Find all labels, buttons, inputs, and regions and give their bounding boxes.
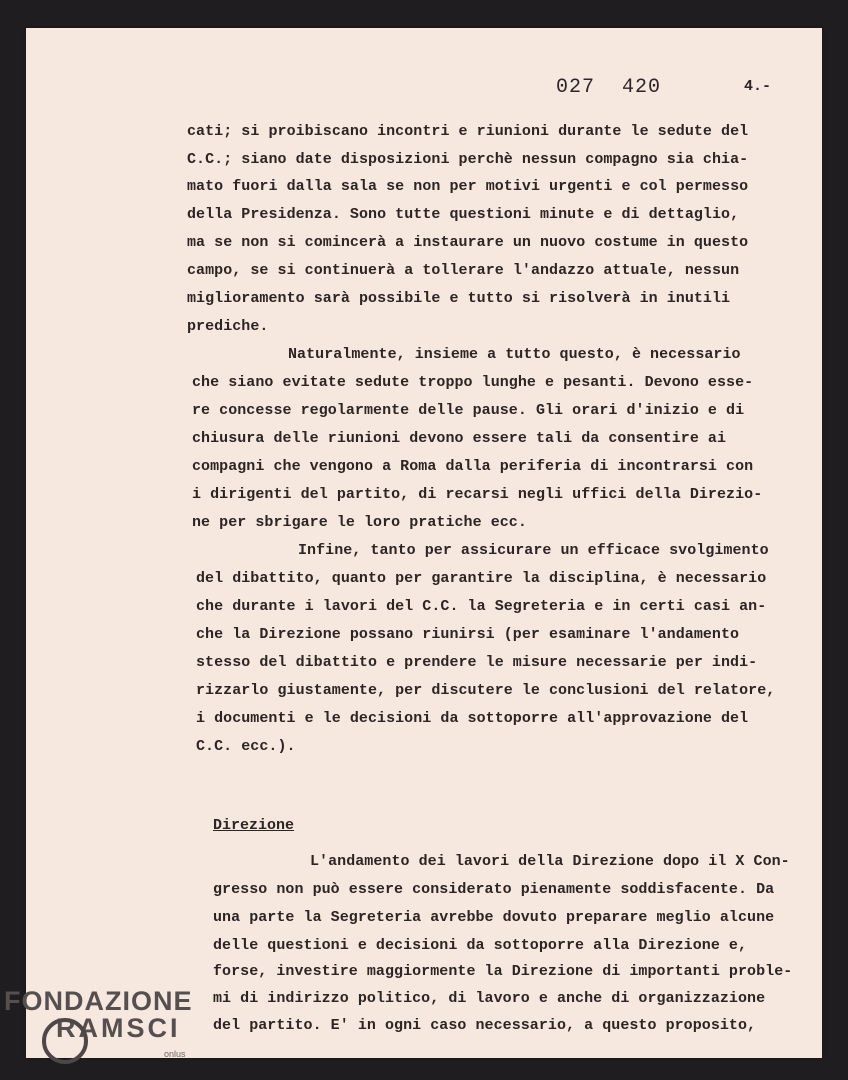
watermark-sub: onlus [164, 1049, 186, 1059]
text-line: chiusura delle riunioni devono essere tali da consentire ai [192, 430, 727, 447]
text-line: che durante i lavori del C.C. la Segreteria e in certi casi an- [196, 598, 767, 615]
text-line: del dibattito, quanto per garantire la disciplina, è necessario [196, 570, 767, 587]
document-number: 027 420 [556, 76, 662, 99]
text-line: una parte la Segreteria avrebbe dovuto preparare meglio alcune [213, 909, 775, 926]
text-line: delle questioni e decisioni da sottoporre alla Direzione e, [213, 937, 748, 954]
text-line: Naturalmente, insieme a tutto questo, è necessario [288, 346, 741, 363]
text-line: compagni che vengono a Roma dalla periferia di incontrarsi con [192, 458, 754, 475]
text-line: C.C. ecc.). [196, 738, 296, 755]
text-line: stesso del dibattito e prendere le misure necessarie per indi- [196, 654, 758, 671]
text-line: cati; si proibiscano incontri e riunioni durante le sedute del [187, 123, 749, 140]
text-line: mi di indirizzo politico, di lavoro e anche di organizzazione [213, 990, 766, 1007]
text-line: ne per sbrigare le loro pratiche ecc. [192, 514, 527, 531]
text-line: mato fuori dalla sala se non per motivi urgenti e col permesso [187, 178, 749, 195]
text-line: i dirigenti del partito, di recarsi negli uffici della Direzio- [192, 486, 763, 503]
page-number: 4.- [744, 78, 772, 95]
watermark-line-2: RAMSCI [56, 1013, 181, 1043]
text-line: che siano evitate sedute troppo lunghe e pesanti. Devono esse- [192, 374, 754, 391]
text-line: campo, se si continuerà a tollerare l'andazzo attuale, nessun [187, 262, 740, 279]
text-line: della Presidenza. Sono tutte questioni minute e di dettaglio, [187, 206, 740, 223]
text-line: ma se non si comincerà a instaurare un nuovo costume in questo [187, 234, 749, 251]
text-line: rizzarlo giustamente, per discutere le conclusioni del relatore, [196, 682, 776, 699]
text-line: gresso non può essere considerato pienamente soddisfacente. Da [213, 881, 775, 898]
text-line: che la Direzione possano riunirsi (per esaminare l'andamento [196, 626, 740, 643]
text-line: re concesse regolarmente delle pause. Gli orari d'inizio e di [192, 402, 745, 419]
fondazione-gramsci-watermark [4, 986, 193, 1059]
text-line: miglioramento sarà possibile e tutto si risolverà in inutili [187, 290, 731, 307]
text-line: prediche. [187, 318, 269, 335]
text-line: Infine, tanto per assicurare un efficace svolgimento [298, 542, 769, 559]
watermark-logo-icon [42, 1018, 88, 1064]
text-line: forse, investire maggiormente la Direzione di importanti proble- [213, 963, 793, 980]
text-line: i documenti e le decisioni da sottoporre all'approvazione del [196, 710, 749, 727]
section-heading: Direzione [213, 817, 295, 834]
watermark-line-1: FONDAZIONE [4, 986, 193, 1016]
text-line: L'andamento dei lavori della Direzione dopo il X Con- [310, 853, 790, 870]
text-line: del partito. E' in ogni caso necessario, a questo proposito, [213, 1017, 757, 1034]
text-line: C.C.; siano date disposizioni perchè nessun compagno sia chia- [187, 151, 749, 168]
